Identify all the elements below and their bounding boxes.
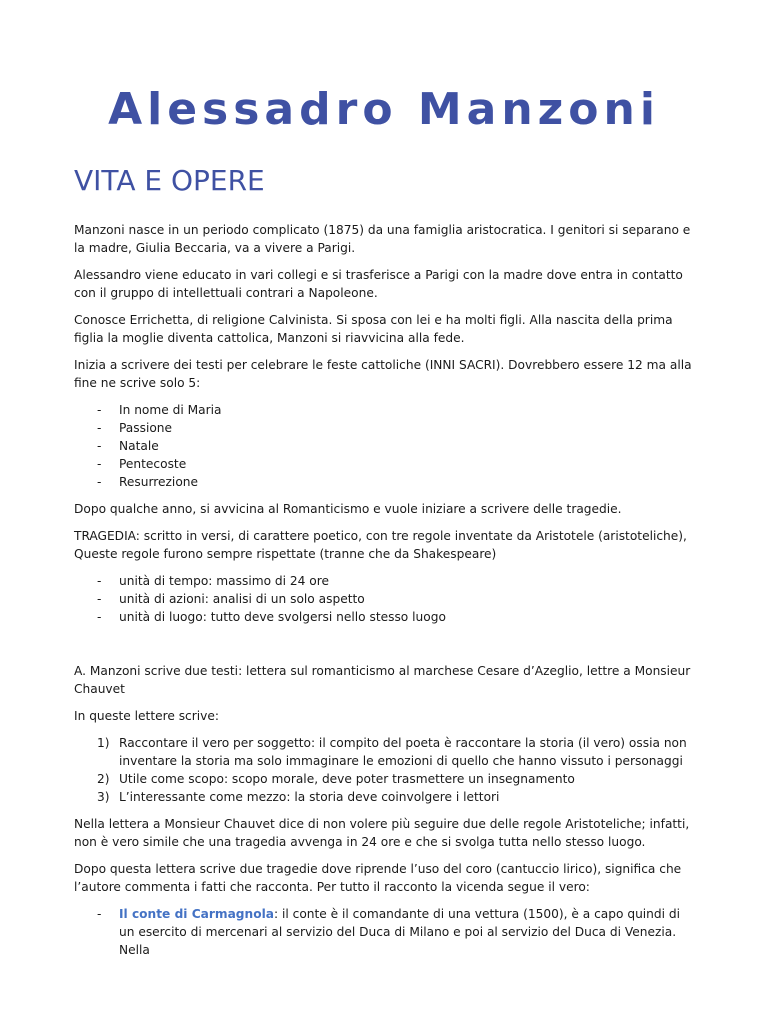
tragedy-separator: : (274, 907, 279, 921)
list-item-text: Natale (119, 439, 159, 453)
list-item (74, 473, 698, 491)
list-item (74, 788, 698, 806)
unita-list (74, 572, 698, 626)
list-item-text: L’interessante come mezzo: la storia deve coinvolgere i lettori (119, 790, 500, 804)
list-bullet: - (97, 574, 102, 588)
list-item (74, 419, 698, 437)
list-number: 1) (97, 736, 110, 750)
list-item-text: il conte è il comandante di una vettura (1500), è a capo quindi di un esercito di mercenari al servizio del Duca di Milano e poi al servizio del Duca di Venezia. Nella (119, 907, 681, 957)
list-number: 2) (97, 772, 110, 786)
paragraph: Manzoni nasce in un periodo complicato (1875) da una famiglia aristocratica. I genitori si separano e la madre, Giulia Beccaria, va a vivere a Parigi. (74, 223, 691, 255)
tragedie-list (74, 905, 698, 959)
list-item-text: In nome di Maria (119, 403, 222, 417)
list-bullet: - (97, 475, 102, 489)
paragraph: TRAGEDIA: scritto in versi, di carattere poetico, con tre regole inventate da Aristotele (aristoteliche), Queste regole furono sempre rispettate (tranne che da Shakespeare) (74, 529, 687, 561)
paragraph: Alessandro viene educato in vari collegi e si trasferisce a Parigi con la madre dove entra in contatto con il gruppo di intellettuali contrari a Napoleone. (74, 268, 683, 300)
list-item-text: Pentecoste (119, 457, 187, 471)
paragraph: A. Manzoni scrive due testi: lettera sul romanticismo al marchese Cesare d’Azeglio, lettre a Monsieur Chauvet (74, 664, 691, 696)
list-item (74, 734, 698, 770)
list-item-text: Passione (119, 421, 173, 435)
list-item-text: Utile come scopo: scopo morale, deve poter trasmettere un insegnamento (119, 772, 575, 786)
paragraph: Dopo qualche anno, si avvicina al Romanticismo e vuole iniziare a scrivere delle tragedie. (74, 502, 622, 516)
paragraph: Inizia a scrivere dei testi per celebrare le feste cattoliche (INNI SACRI). Dovrebbero essere 12 ma alla fine ne scrive solo 5: (74, 358, 692, 390)
paragraph: Nella lettera a Monsieur Chauvet dice di non volere più seguire due delle regole Aristoteliche; infatti, non è vero simile che una tragedia avvenga in 24 ore e che si svolga tutta nello stesso luogo. (74, 817, 690, 849)
list-item (74, 905, 698, 959)
inni-sacri-list (74, 401, 698, 491)
list-bullet: - (97, 439, 102, 453)
principi-list (74, 734, 698, 806)
list-item (74, 770, 698, 788)
document-body (74, 221, 698, 968)
list-item (74, 572, 698, 590)
paragraph: In queste lettere scrive: (74, 709, 219, 723)
blank-line (74, 635, 698, 662)
list-item-text: Resurrezione (119, 475, 198, 489)
list-bullet: - (97, 403, 102, 417)
paragraph: Conosce Errichetta, di religione Calvinista. Si sposa con lei e ha molti figli. Alla nascita della prima figlia la moglie diventa cattolica, Manzoni si riavvicina alla fede. (74, 313, 673, 345)
list-bullet: - (97, 457, 102, 471)
list-bullet: - (97, 610, 102, 624)
list-bullet: - (97, 421, 102, 435)
list-item-text: unità di luogo: tutto deve svolgersi nello stesso luogo (119, 610, 446, 624)
list-item (74, 590, 698, 608)
list-item (74, 455, 698, 473)
list-item-text: Raccontare il vero per soggetto: il compito del poeta è raccontare la storia (il vero) ossia non inventare la storia ma solo immaginare le emozioni di quello che hanno vissuto i personaggi (119, 736, 687, 768)
list-bullet: - (97, 592, 102, 606)
list-bullet: - (97, 907, 102, 921)
list-item (74, 608, 698, 626)
list-item (74, 401, 698, 419)
section-heading: VITA E OPERE (74, 164, 265, 197)
list-number: 3) (97, 790, 110, 804)
list-item (74, 437, 698, 455)
document-title: Alessadro Manzoni (108, 84, 660, 135)
tragedy-title: Il conte di Carmagnola (119, 907, 274, 921)
list-item-text: unità di azioni: analisi di un solo aspetto (119, 592, 365, 606)
paragraph: Dopo questa lettera scrive due tragedie dove riprende l’uso del coro (cantuccio lirico), significa che l’autore commenta i fatti che racconta. Per tutto il racconto la vicenda segue il vero: (74, 862, 682, 894)
list-item-text: unità di tempo: massimo di 24 ore (119, 574, 329, 588)
